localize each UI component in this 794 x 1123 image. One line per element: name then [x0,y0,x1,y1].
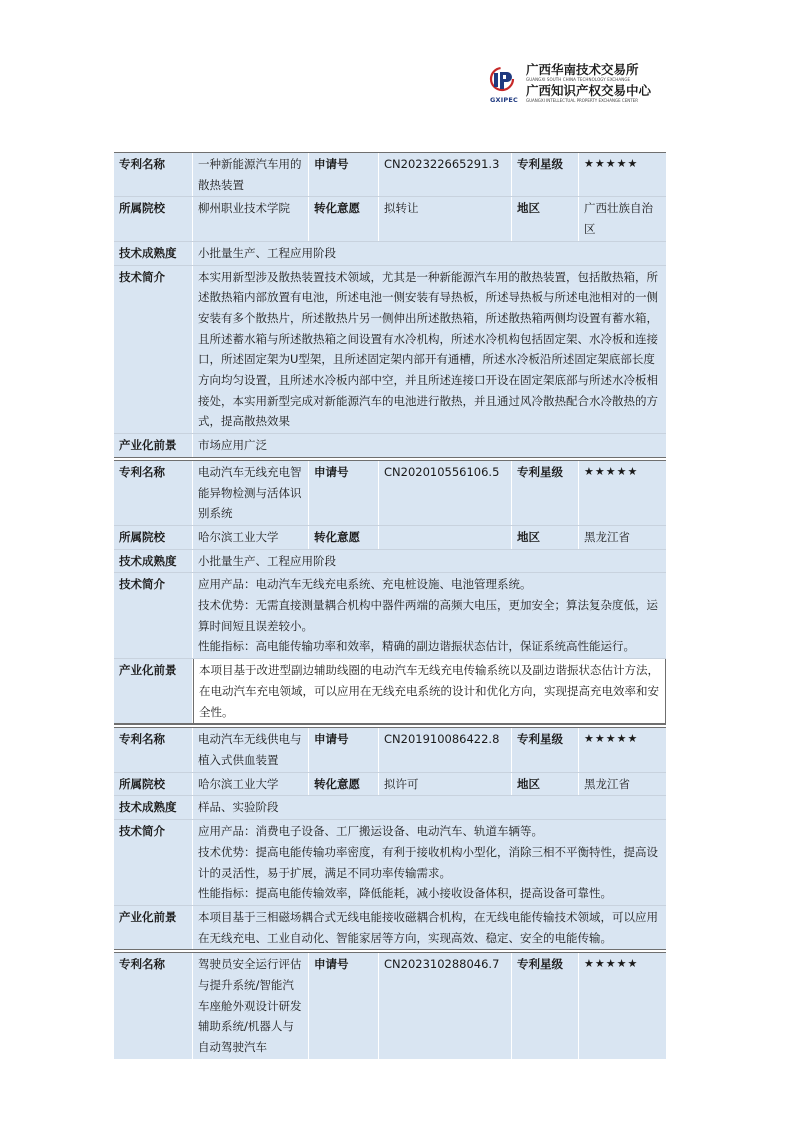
institution-row [114,772,666,796]
patent-rating-label: 专利星级 [512,153,579,196]
region-label: 地区 [512,773,579,796]
prospect-value: 市场应用广泛 [198,438,267,453]
institution-value: 哈尔滨工业大学 [193,773,309,796]
region-value: 黑龙江省 [579,526,666,549]
prospect-row [114,905,666,949]
patent-name-row [114,953,666,1059]
patent-name-value: 电动汽车无线充电智能异物检测与活体识别系统 [193,461,309,525]
maturity-value: 小批量生产、工程应用阶段 [193,550,666,573]
summary-line: 技术优势：提高电能传输功率密度，有利于接收机构小型化，消除三相不平衡特性，提高设计的灵活性，易于扩展，满足不同功率传输需求。 [198,844,658,880]
institution-row [114,196,666,240]
institution-row [114,525,666,549]
application-no-label: 申请号 [309,461,379,525]
summary-row [114,572,666,658]
application-no-value: CN202310288046.7 [379,953,512,1059]
patent-name-value: 驾驶员安全运行评估与提升系统/智能汽车座舱外观设计研发辅助系统/机器人与自动驾驶汽车 [193,953,309,1059]
patent-record [114,460,666,725]
maturity-row [114,241,666,265]
region-value: 黑龙江省 [584,776,630,791]
application-no-value: CN202010556106.5 [379,461,512,525]
summary-line: 应用产品：消费电子设备、工厂搬运设备、电动汽车、轨道车辆等。 [198,824,543,839]
maturity-row [114,549,666,573]
maturity-value: 小批量生产、工程应用阶段 [198,245,336,260]
transfer-intent-value: 拟许可 [379,773,512,796]
logo-caption: GXIPEC [490,96,518,104]
patent-name-label: 专利名称 [114,153,193,196]
maturity-row [114,795,666,819]
summary-label: 技术简介 [114,820,193,905]
patent-name-label: 专利名称 [114,728,193,771]
patent-name-row [114,728,666,771]
application-no-label: 申请号 [309,728,379,771]
institution-label: 所属院校 [114,773,193,796]
patent-name-label: 专利名称 [114,461,193,525]
patent-name-value: 电动汽车无线供电与植入式供血装置 [193,728,309,771]
maturity-label: 技术成熟度 [114,550,193,573]
summary-value [193,266,666,434]
summary-label: 技术简介 [114,266,193,434]
maturity-value: 样品、实验阶段 [198,800,279,815]
maturity-label: 技术成熟度 [114,796,193,819]
region-label: 地区 [512,526,579,549]
prospect-value: 本项目基于改进型副边辅助线圈的电动汽车无线充电传输系统以及副边谐振状态估计方法，在电动汽车充电领域，可以应用在无线充电系统的设计和优化方向，实现提高充电效率和安全性。 [193,659,666,723]
patent-rating-stars: ★★★★★ [579,461,666,525]
patent-record [114,152,666,458]
prospect-row [114,658,666,724]
summary-label: 技术简介 [114,573,193,658]
transfer-intent-value: 拟转让 [379,197,512,240]
application-no-value: CN201910086422.8 [379,728,512,771]
org-name-2-en: GUANGXI INTELLECTUAL PROPERTY EXCHANGE CENTER [526,98,638,103]
org-name-1: 广西华南技术交易所 [526,62,639,77]
patent-name-value: 一种新能源汽车用的散热装置 [193,153,309,196]
patent-name-row [114,461,666,525]
patent-record [114,727,666,950]
patent-name-label: 专利名称 [114,953,193,1059]
prospect-label: 产业化前景 [114,659,193,723]
patent-name-row [114,153,666,196]
transfer-intent-label: 转化意愿 [309,526,379,549]
transfer-intent-value [379,526,512,549]
summary-value [193,820,666,905]
patent-rating-label: 专利星级 [512,953,579,1059]
patent-records [114,152,666,1061]
prospect-value: 本项目基于三相磁场耦合式无线电能接收磁耦合机构，在无线电能传输技术领域，可以应用在无线充电、工业自动化、智能家居等方向，实现高效、稳定、安全的电能传输。 [198,909,658,945]
summary-value [193,573,666,658]
patent-rating-label: 专利星级 [512,728,579,771]
summary-line: 性能指标：高电能传输功率和效率，精确的副边谐振状态估计，保证系统高性能运行。 [198,639,635,654]
summary-line: 技术优势：无需直接测量耦合机构中器件两端的高频大电压，更加安全；算法复杂度低，运算时间短且误差较小。 [198,598,658,633]
header-logo [484,62,684,110]
summary-row [114,265,666,434]
summary-line: 性能指标：提高电能传输效率，降低能耗，减小接收设备体积，提高设备可靠性。 [198,886,612,901]
summary-row [114,819,666,905]
region-label: 地区 [512,197,579,240]
application-no-label: 申请号 [309,953,379,1059]
org-name-1-en: GUANGXI SOUTH CHINA TECHNOLOGY EXCHANGE [526,77,631,82]
org-name-2: 广西知识产权交易中心 [526,83,652,98]
prospect-label: 产业化前景 [114,906,193,949]
institution-value: 哈尔滨工业大学 [193,526,309,549]
patent-record [114,952,666,1059]
summary-line: 应用产品：电动汽车无线充电系统、充电桩设施、电池管理系统。 [198,577,532,592]
prospect-row [114,433,666,457]
org-names [526,62,686,104]
patent-rating-stars: ★★★★★ [584,957,639,971]
institution-value: 柳州职业技术学院 [193,197,309,240]
institution-label: 所属院校 [114,526,193,549]
patent-rating-stars: ★★★★★ [584,157,639,170]
transfer-intent-label: 转化意愿 [309,197,379,240]
prospect-label: 产业化前景 [114,434,193,457]
application-no-label: 申请号 [309,153,379,196]
patent-rating-label: 专利星级 [512,461,579,525]
institution-label: 所属院校 [114,197,193,240]
application-no-value: CN202322665291.3 [379,153,512,196]
transfer-intent-label: 转化意愿 [309,773,379,796]
patent-rating-stars: ★★★★★ [584,732,639,746]
maturity-label: 技术成熟度 [114,242,193,265]
summary-paragraph: 本实用新型涉及散热装置技术领域，尤其是一种新能源汽车用的散热装置，包括散热箱，所述散热箱内部放置有电池，所述电池一侧安装有导热板，所述导热板与所述电池相对的一侧安装有多个散热片，所述散热片另一侧伸出所述散热箱，所述散热箱两侧均设置有蓄水箱，且所述蓄水箱与所述散热箱之间设置有水冷机构，所述水冷机构包括固定架、水冷板和连接口，所述固定架为U型架，且所述固定架内部开有通槽，所述水冷板沿所述固定架底部长度方向均匀设置，且所述水冷板内部中空，并且所述连接口开设在固定架底部与所述水冷板相接处，本实用新型完成对新能源汽车的电池进行散热，并且通过风冷散热配合水冷散热的方式，提高散热效果 [198,269,658,429]
region-value: 广西壮族自治区 [584,201,653,237]
